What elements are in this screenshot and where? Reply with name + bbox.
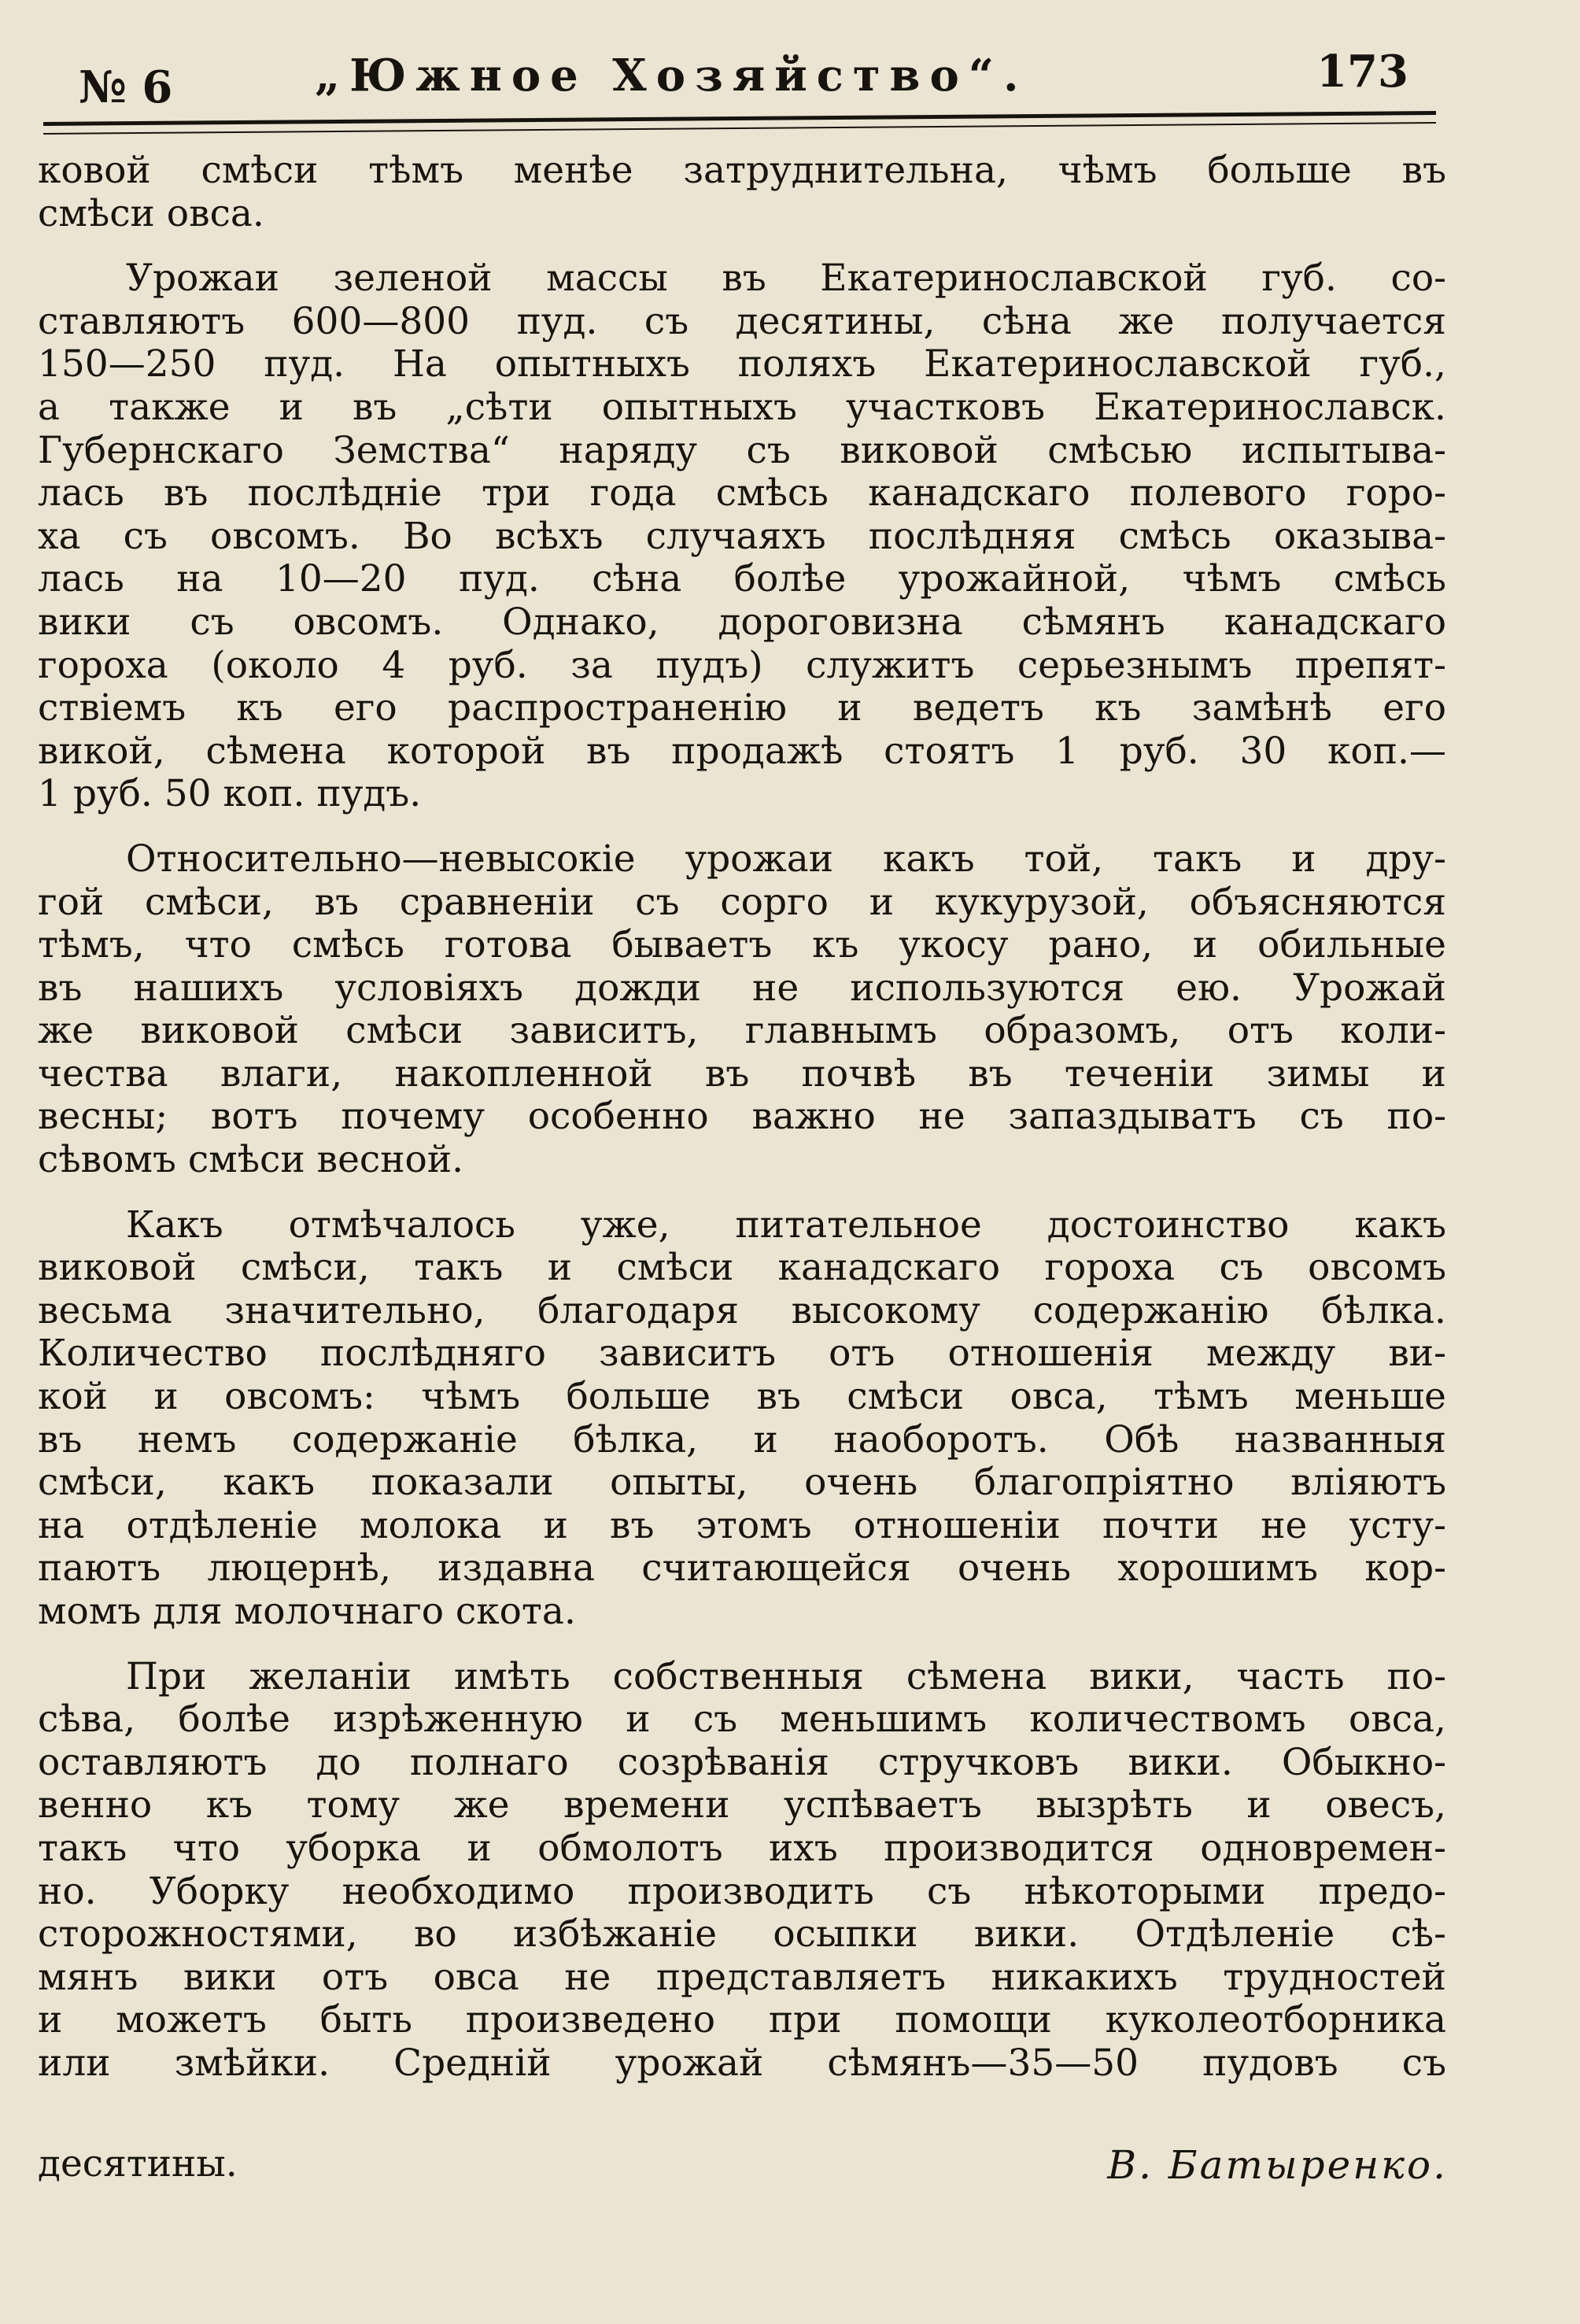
- text-line: паютъ люцернѣ, издавна считающейся очень хорошимъ кор-: [38, 1546, 1446, 1591]
- text-line: ха съ овсомъ. Во всѣхъ случаяхъ послѣдняя смѣсь оказыва-: [38, 514, 1446, 558]
- text-line: смѣси овса.: [38, 191, 264, 235]
- text-line: гой смѣси, въ сравненіи съ сорго и кукурузой, объясняются: [38, 880, 1446, 924]
- text-line: оставляютъ до полнаго созрѣванія стручковъ вики. Обыкно-: [38, 1740, 1446, 1784]
- paragraph-gap: [38, 1634, 1446, 1656]
- text-line: виковой смѣси, такъ и смѣси канадскаго гороха съ овсомъ: [38, 1246, 1446, 1290]
- text-line: такъ что уборка и обмолотъ ихъ производится одновремен-: [38, 1826, 1446, 1870]
- text-line: Количество послѣдняго зависитъ отъ отношенія между ви-: [38, 1332, 1446, 1376]
- text-line: но. Уборку необходимо производить съ нѣкоторыми предо-: [38, 1869, 1446, 1913]
- text-line: тѣмъ, что смѣсь готова бываетъ къ укосу рано, и обильные: [38, 923, 1446, 967]
- text-line: 150—250 пуд. На опытныхъ поляхъ Екатеринославской губ.,: [38, 342, 1446, 386]
- text-line: гороха (около 4 руб. за пудъ) служитъ серьезнымъ препят-: [38, 643, 1446, 687]
- paragraph: [38, 257, 1446, 816]
- text-line: сторожностями, во избѣжаніе осыпки вики. Отдѣленіе сѣ-: [38, 1912, 1446, 1956]
- text-line: Урожаи зеленой массы въ Екатеринославской губ. со-: [126, 257, 1446, 301]
- text-line: ковой смѣси тѣмъ менѣе затруднительна, чѣмъ больше въ: [38, 149, 1446, 192]
- page-header: [79, 46, 1408, 116]
- text-line: въ нашихъ условіяхъ дожди не используются ею. Урожай: [38, 966, 1446, 1010]
- text-line: При желаніи имѣть собственныя сѣмена вики, часть по-: [126, 1654, 1446, 1698]
- issue-number: № 6: [79, 61, 173, 113]
- text-line: весьма значительно, благодаря высокому содержанію бѣлка.: [38, 1288, 1446, 1332]
- paragraph-gap: [38, 235, 1446, 257]
- text-line: венно къ тому же времени успѣваетъ вызрѣть и овесъ,: [38, 1783, 1446, 1827]
- text-line: же виковой смѣси зависитъ, главнымъ образомъ, отъ коли-: [38, 1009, 1446, 1053]
- text-line: Какъ отмѣчалось уже, питательное достоинство какъ: [126, 1203, 1446, 1247]
- paragraph-gap: [38, 1182, 1446, 1204]
- text-line: ставляютъ 600—800 пуд. съ десятины, сѣна же получается: [38, 299, 1446, 343]
- text-line: ствіемъ къ его распространенію и ведетъ къ замѣнѣ его: [38, 686, 1446, 730]
- text-line: мянъ вики отъ овса не представляетъ никакихъ трудностей: [38, 1955, 1446, 1999]
- text-line: чества влаги, накопленной въ почвѣ въ теченіи зимы и: [38, 1051, 1446, 1095]
- text-line: кой и овсомъ: чѣмъ больше въ смѣси овса, тѣмъ меньше: [38, 1375, 1446, 1419]
- text-line: и можетъ быть произведено при помощи куколеотборника: [38, 1998, 1446, 2042]
- text-line: викой, сѣмена которой въ продажѣ стоятъ 1 руб. 30 коп.—: [38, 729, 1446, 773]
- text-line: сѣвомъ смѣси весной.: [38, 1138, 464, 1182]
- page-number: 173: [1316, 46, 1408, 98]
- text-line: лась въ послѣдніе три года смѣсь канадскаго полевого горо-: [38, 471, 1446, 515]
- text-line: или змѣйки. Средній урожай сѣмянъ—35—50 пудовъ съ: [38, 2041, 1446, 2085]
- author-signature: В. Батыренко.: [1107, 2142, 1448, 2188]
- text-line: момъ для молочнаго скота.: [38, 1590, 576, 1633]
- article-body: [38, 150, 1446, 2086]
- text-line: смѣси, какъ показали опыты, очень благопріятно вліяютъ: [38, 1461, 1446, 1505]
- text-line: Губернскаго Земства“ наряду съ виковой смѣсью испытыва-: [38, 428, 1446, 472]
- paragraph: [38, 1656, 1446, 2086]
- text-line: Относительно—невысокіе урожаи какъ той, такъ и дру-: [126, 837, 1446, 881]
- paragraph: [38, 150, 1446, 235]
- text-line: лась на 10—20 пуд. сѣна болѣе урожайной, чѣмъ смѣсь: [38, 557, 1446, 601]
- text-line: вики съ овсомъ. Однако, дороговизна сѣмянъ канадскаго: [38, 600, 1446, 644]
- text-line: весны; вотъ почему особенно важно не запаздыватъ съ по-: [38, 1095, 1446, 1139]
- text-line: въ немъ содержаніе бѣлка, и наоборотъ. Обѣ названныя: [38, 1417, 1446, 1461]
- text-line: 1 руб. 50 коп. пудъ.: [38, 772, 422, 816]
- text-line: сѣва, болѣе изрѣженную и съ меньшимъ количествомъ овса,: [38, 1698, 1446, 1742]
- text-line: на отдѣленіе молока и въ этомъ отношеніи почти не усту-: [38, 1503, 1446, 1547]
- closing-line: десятины.: [38, 2142, 238, 2185]
- journal-title: „Южное Хозяйство“.: [315, 50, 1028, 102]
- paragraph-gap: [38, 816, 1446, 838]
- paragraph: [38, 1204, 1446, 1634]
- paragraph: [38, 838, 1446, 1182]
- text-line: а также и въ „сѣти опытныхъ участковъ Екатеринославск.: [38, 385, 1446, 429]
